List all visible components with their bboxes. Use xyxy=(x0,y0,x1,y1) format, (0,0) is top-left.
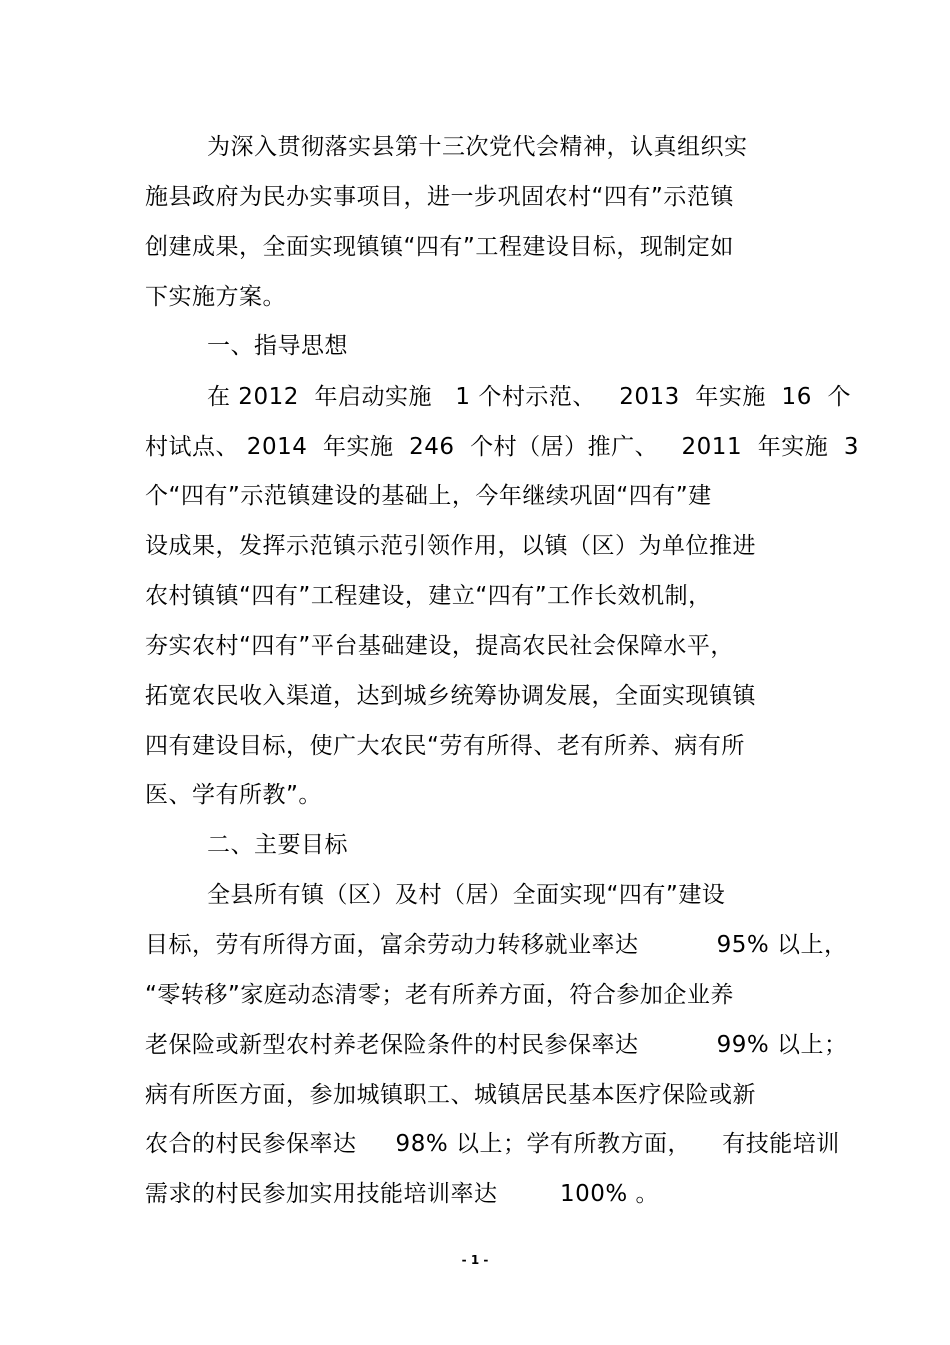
paragraph-3-line-7: 需求的村民参加实用技能培训率达 100% 。 xyxy=(145,1181,660,1207)
paragraph-2-line-6: 夯实农村“四有”平台基础建设，提高农民社会保障水平， xyxy=(145,633,734,659)
paragraph-1-line-4: 下实施方案。 xyxy=(145,284,286,310)
paragraph-3-line-6: 农合的村民参保率达 98% 以上；学有所教方面， 有技能培训 xyxy=(145,1131,840,1157)
paragraph-3-line-3: “零转移”家庭动态清零；老有所养方面，符合参加企业养 xyxy=(145,982,734,1008)
paragraph-2-line-4: 设成果，发挥示范镇示范引领作用，以镇（区）为单位推进 xyxy=(145,533,756,559)
paragraph-1-line-1: 为深入贯彻落实县第十三次党代会精神，认真组织实 xyxy=(207,134,748,160)
section-heading-guiding-thought: 一、指导思想 xyxy=(207,333,348,359)
paragraph-2-line-1: 在 2012 年启动实施 1 个村示范、 2013 年实施 16 个 xyxy=(207,384,851,410)
page-number: - 1 - xyxy=(461,1253,489,1267)
paragraph-1-line-3: 创建成果，全面实现镇镇“四有”工程建设目标，现制定如 xyxy=(145,234,734,260)
paragraph-2-line-7: 拓宽农民收入渠道，达到城乡统筹协调发展，全面实现镇镇 xyxy=(145,683,756,709)
paragraph-2-line-8: 四有建设目标，使广大农民“劳有所得、老有所养、病有所 xyxy=(145,733,745,759)
paragraph-3-line-1: 全县所有镇（区）及村（居）全面实现“四有”建设 xyxy=(207,882,726,908)
paragraph-2-line-3: 个“四有”示范镇建设的基础上，今年继续巩固“四有”建 xyxy=(145,483,712,509)
paragraph-1-line-2: 施县政府为民办实事项目，进一步巩固农村“四有”示范镇 xyxy=(145,184,734,210)
paragraph-3-line-5: 病有所医方面，参加城镇职工、城镇居民基本医疗保险或新 xyxy=(145,1082,756,1108)
paragraph-2-line-9: 医、学有所教”。 xyxy=(145,782,322,808)
paragraph-2-line-5: 农村镇镇“四有”工程建设，建立“四有”工作长效机制， xyxy=(145,583,712,609)
section-heading-main-goals: 二、主要目标 xyxy=(207,832,348,858)
paragraph-3-line-4: 老保险或新型农村养老保险条件的村民参保率达 99% 以上； xyxy=(145,1032,848,1058)
paragraph-2-line-2: 村试点、 2014 年实施 246 个村（居）推广、 2011 年实施 3 xyxy=(145,434,859,460)
paragraph-3-line-2: 目标，劳有所得方面，富余劳动力转移就业率达 95% 以上， xyxy=(145,932,848,958)
